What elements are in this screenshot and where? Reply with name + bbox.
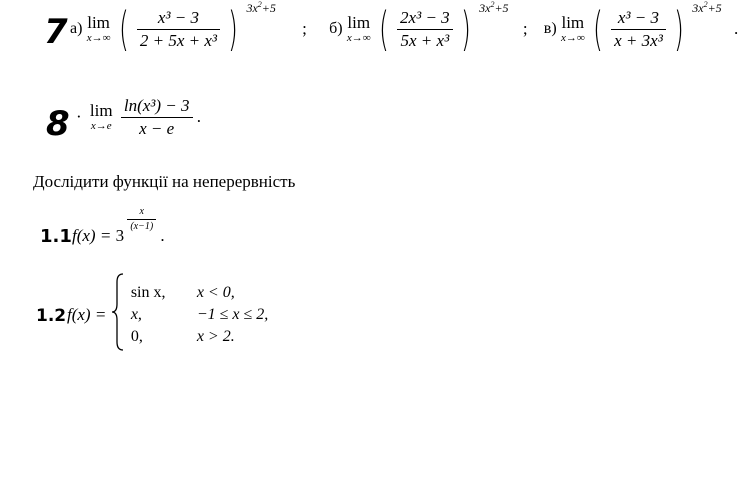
power-base: 3 [115, 226, 125, 245]
function-lhs: f(x) = [67, 304, 107, 324]
right-paren: ) [674, 2, 684, 56]
problem-1-2-expression [67, 272, 274, 357]
problem-8-fraction [121, 96, 193, 138]
part-c-limit [561, 14, 585, 44]
problem-1-1-end: . [160, 226, 165, 245]
denominator: 5x + x³ [397, 29, 453, 51]
cases-block [129, 282, 274, 348]
case-brace [111, 272, 125, 357]
part-b [329, 0, 544, 56]
problem-7-parts [70, 0, 738, 56]
denominator: x + 3x³ [611, 29, 666, 51]
part-c-end: . [733, 19, 738, 38]
right-paren: ) [460, 2, 471, 56]
problem-8-number: 8 [46, 104, 70, 144]
exponent-numerator: x [139, 206, 144, 217]
exponent-denominator: (x−1) [127, 219, 156, 233]
numerator: ln(x³) − 3 [123, 96, 190, 115]
numerator: x³ − 3 [157, 7, 199, 27]
part-a [70, 0, 329, 56]
problem-1-1-number: 1.1 [40, 226, 72, 247]
case-row [129, 304, 274, 326]
problem-8-expression [76, 96, 201, 138]
part-b-separator: ; [522, 19, 528, 38]
denominator: 2 + 5x + x³ [137, 29, 220, 51]
part-a-exponent: $3x^2+5$ [246, 0, 276, 15]
part-b-exponent: $3x^2+5$ [479, 0, 509, 15]
lim-word: lim [89, 101, 113, 121]
part-a-separator: ; [302, 19, 307, 38]
case-row [129, 282, 274, 304]
numerator: x³ − 3 [617, 7, 660, 27]
part-c-label: в) [543, 20, 557, 37]
problem-8-end: . [196, 107, 202, 127]
problem-8-dot: · [76, 107, 82, 127]
lim-word: lim [87, 13, 110, 32]
left-brace-icon [111, 272, 125, 352]
left-paren: ( [378, 2, 389, 56]
case-expression: 0, [130, 327, 143, 345]
part-a-label: а) [70, 20, 83, 37]
lim-word: lim [561, 13, 585, 32]
part-a-limit [87, 14, 111, 44]
case-expression: x, [130, 305, 142, 323]
case-condition: −1 ≤ x ≤ 2, [196, 305, 269, 323]
part-c-fraction [611, 8, 666, 50]
problem-7-number: 7 [44, 12, 68, 52]
function-lhs: f(x) = [72, 226, 112, 245]
problem-1-1-expression [72, 206, 165, 246]
denominator: x − e [121, 117, 193, 139]
section-heading: Дослідити функції на неперервність [33, 172, 296, 191]
lim-subscript: x→∞ [86, 32, 111, 44]
case-row [129, 326, 274, 348]
part-c [543, 0, 738, 56]
lim-subscript: x→∞ [560, 32, 585, 44]
left-paren: ( [118, 2, 129, 56]
case-condition: x < 0, [196, 283, 235, 301]
part-b-limit [347, 14, 371, 44]
case-expression: sin x, [130, 283, 166, 301]
lim-word: lim [347, 13, 371, 32]
exponent-fraction [127, 206, 156, 232]
lim-subscript: x→∞ [346, 32, 371, 44]
part-b-label: б) [329, 20, 343, 37]
numerator: 2x³ − 3 [400, 7, 450, 27]
lim-subscript: x→e [90, 120, 112, 133]
part-c-exponent: $3x^2+5$ [692, 0, 722, 15]
part-a-fraction [137, 8, 220, 50]
right-paren: ) [228, 2, 239, 56]
part-b-fraction [397, 8, 453, 50]
problem-8-limit [90, 102, 113, 132]
problem-1-2-number: 1.2 [36, 306, 67, 326]
left-paren: ( [592, 2, 603, 56]
cases-table [129, 282, 274, 348]
case-condition: x > 2. [196, 327, 235, 345]
